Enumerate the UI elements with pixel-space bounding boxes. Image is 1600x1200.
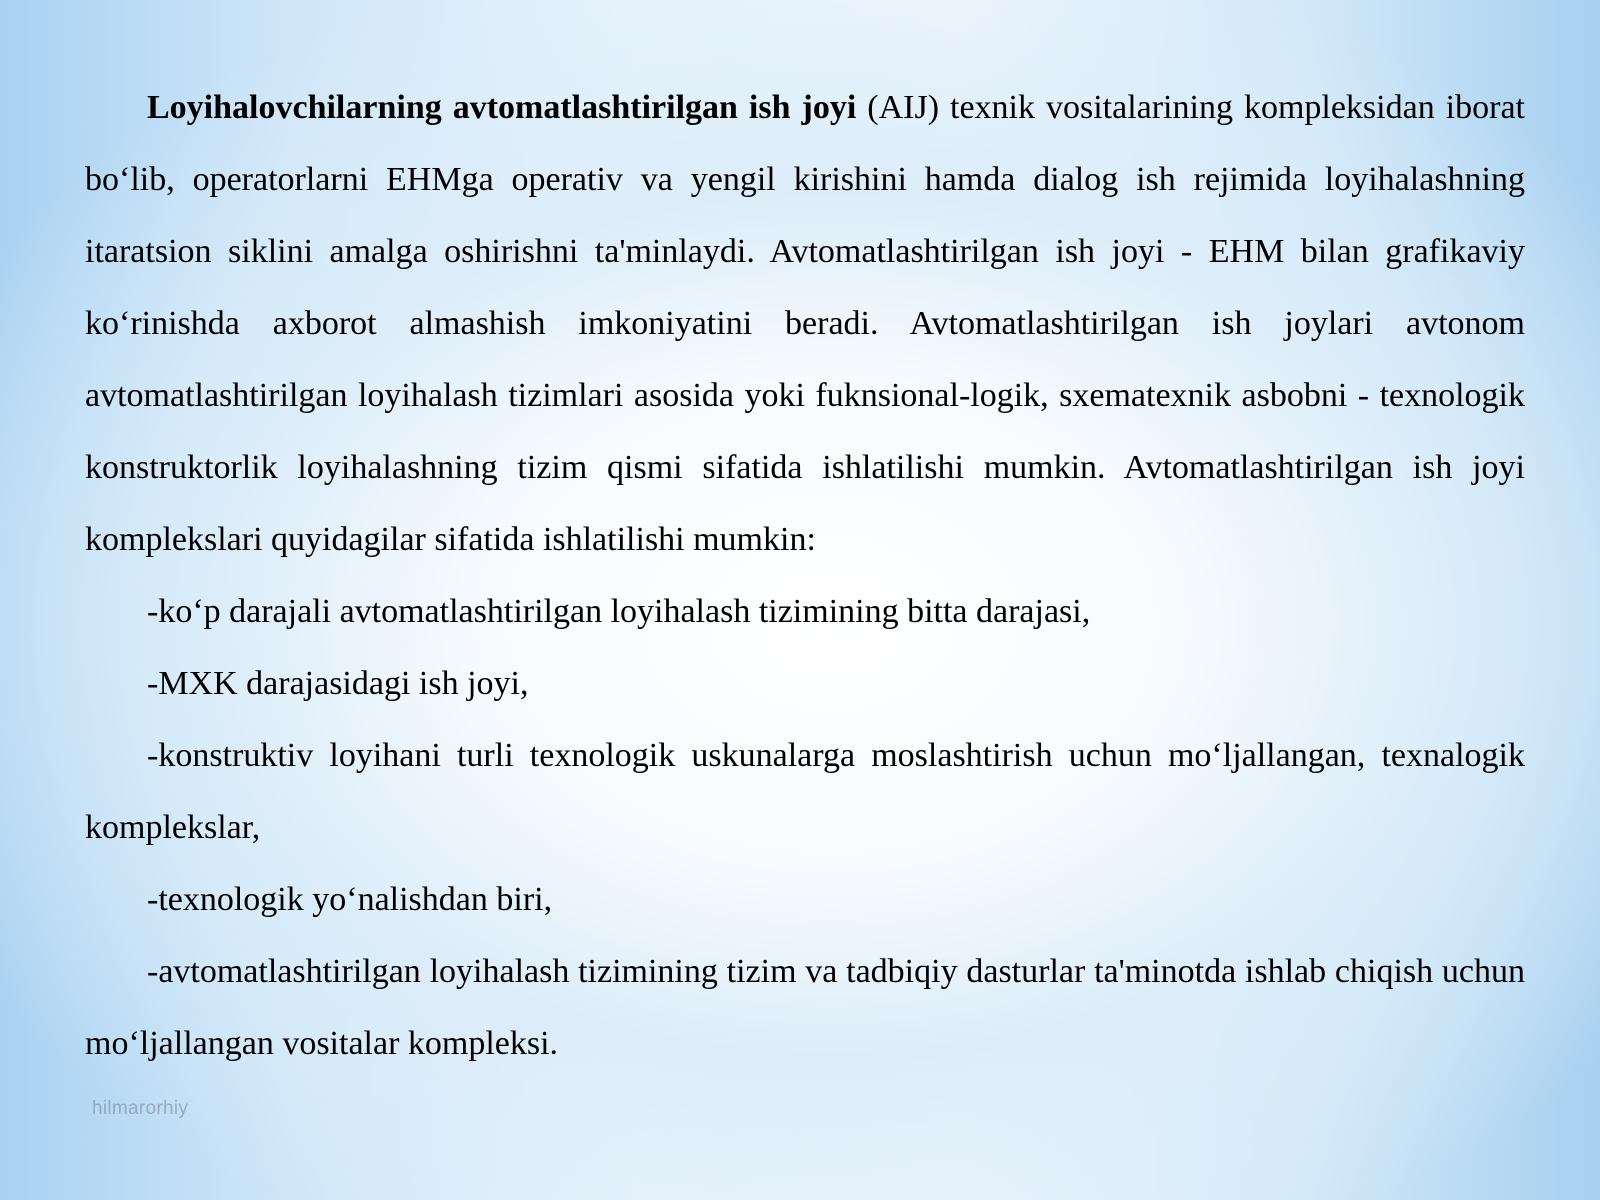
list-item: -avtomatlashtirilgan loyihalash tizimining tizim va tadbiqiy dasturlar ta'minotda ishlab chiqish uchun mo‘ljallangan vositalar kompleksi.	[85, 953, 1525, 1062]
list-item: -konstruktiv loyihani turli texnologik uskunalarga moslashtirish uchun mo‘ljallangan, texnalogik komplekslar,	[85, 737, 1525, 846]
list-item: -MXK darajasidagi ish joyi,	[147, 665, 529, 702]
intro-paragraph	[85, 72, 1525, 576]
slide-body	[85, 72, 1525, 1080]
intro-text: (AIJ) texnik vositalarining kompleksidan iborat bo‘lib, operatorlarni EHMga operativ va yengil kirishini hamda dialog ish rejimida loyihalashning itaratsion siklini amalga oshirishni ta'minlaydi. Avtomatlashtirilgan ish joyi - EHM bilan grafikaviy ko‘rinishda axborot almashish imkoniyatini beradi. Avtomatlashtirilgan ish joylari avtonom avtomatlashtirilgan loyihalash tizimlari asosida yoki fuknsional-logik, sxematexnik asbobni - texnologik konstruktorlik loyihalashning tizim qismi sifatida ishlatilishi mumkin. Avtomatlashtirilgan ish joyi komplekslari quyidagilar sifatida ishlatilishi mumkin:	[85, 89, 1525, 558]
list-item: -ko‘p darajali avtomatlashtirilgan loyihalash tizimining bitta darajasi,	[147, 593, 1091, 630]
watermark: hilmarorhiy	[92, 1098, 189, 1119]
intro-bold-lead: Loyihalovchilarning avtomatlashtirilgan ish joyi	[147, 89, 857, 126]
list-item: -texnologik yo‘nalishdan biri,	[147, 881, 553, 918]
